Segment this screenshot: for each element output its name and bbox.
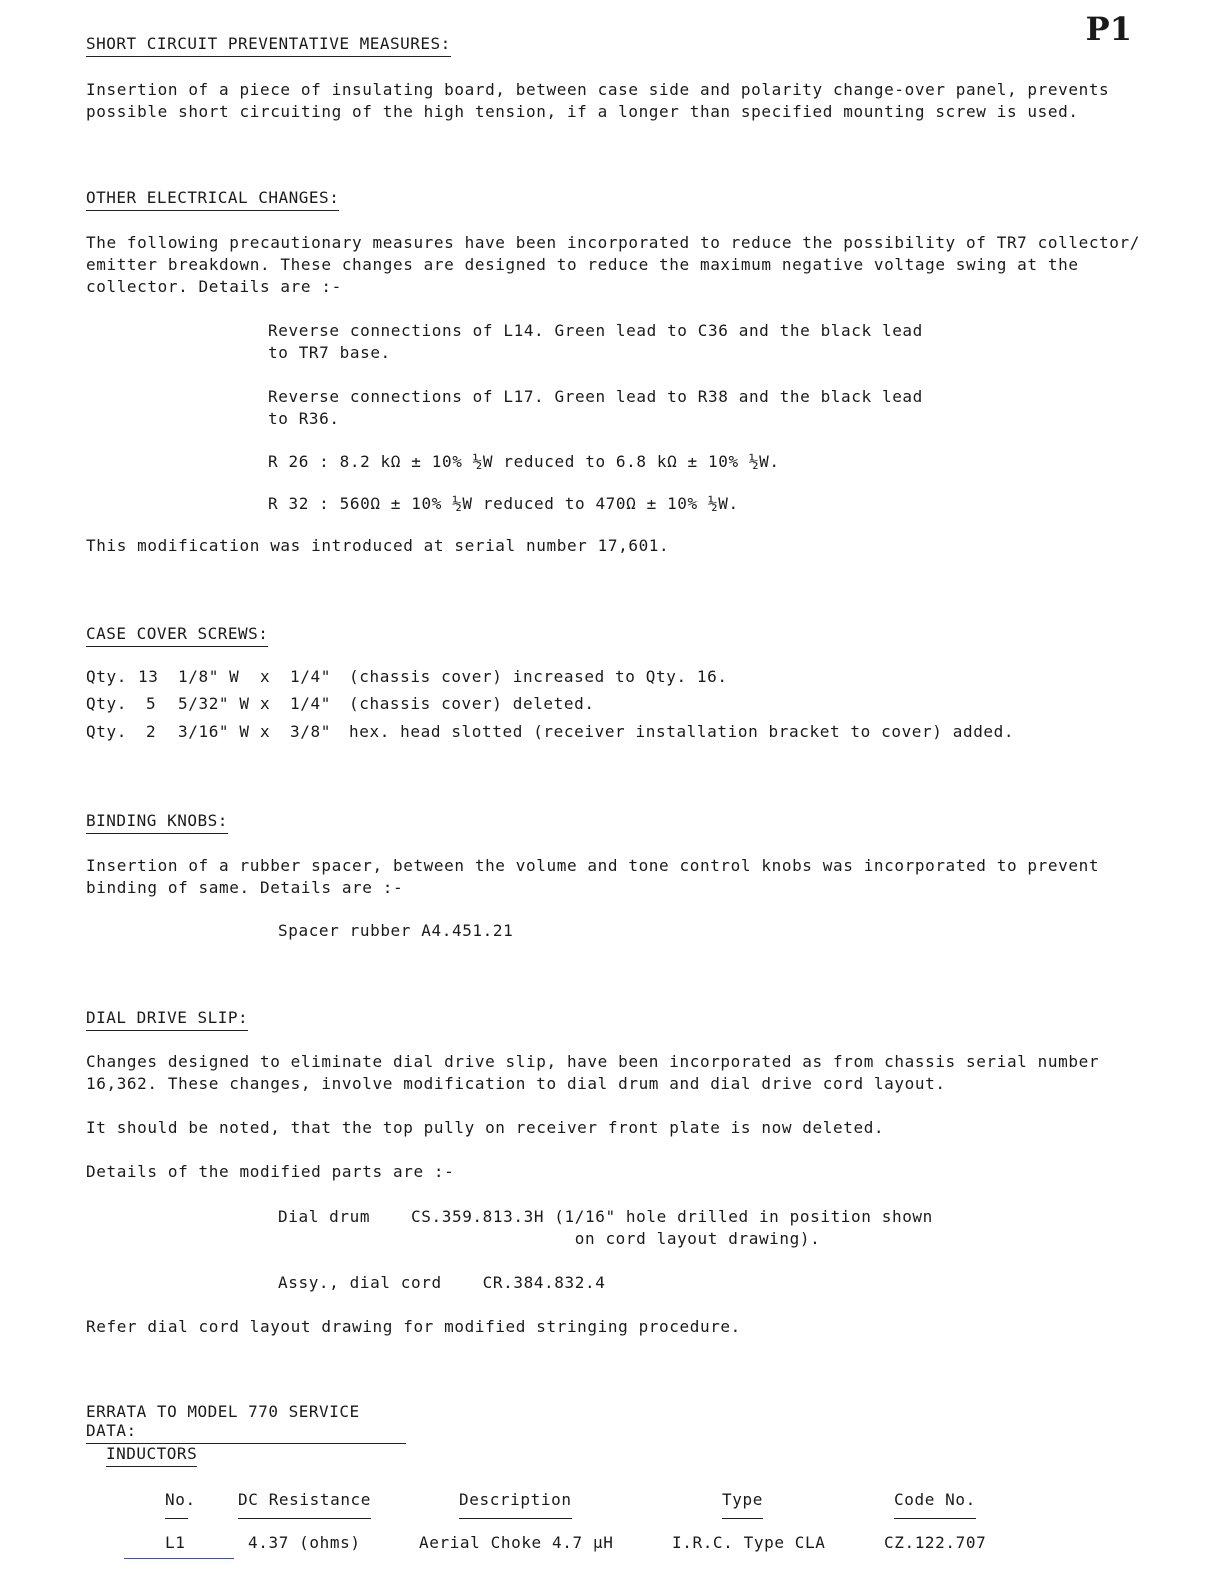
screw-length: 1/4" — [290, 667, 331, 686]
pulley-note: It should be noted, that the top pully on receiver front plate is now deleted. — [86, 1118, 885, 1137]
screw-times: x — [260, 722, 271, 741]
page-number: P1 — [1085, 10, 1132, 48]
dial-cord-part: Assy., dial cord CR.384.832.4 — [278, 1273, 606, 1292]
inductor-dc-resistance: 4.37 (ohms) — [248, 1533, 361, 1552]
inductor-type: I.R.C. Type CLA — [672, 1533, 826, 1552]
header-underline — [722, 1518, 763, 1519]
errata-heading: ERRATA TO MODEL 770 SERVICE DATA: — [86, 1402, 406, 1444]
column-header — [722, 1490, 763, 1513]
dial-body: Changes designed to eliminate dial drive slip, have been incorporated as from chassis serial number 16,362. These changes, involve modification to dial drum and dial drive cord layout. — [86, 1052, 1100, 1093]
r32-change: R 32 : 560Ω ± 10% ½W reduced to 470Ω ± 10% ½W. — [268, 494, 739, 513]
screw-size: 1/8" W — [178, 667, 240, 686]
screw-qty: 13 — [138, 667, 159, 686]
electrical-intro: The following precautionary measures have been incorporated to reduce the possibility of TR7 collector/ emitter breakdown. These changes are designed to reduce the maximum negative voltage swing at the collector. Details are :- — [86, 233, 1140, 296]
r26-change: R 26 : 8.2 kΩ ± 10% ½W reduced to 6.8 kΩ ± 10% ½W. — [268, 452, 780, 471]
screw-size: 3/16" W — [178, 722, 250, 741]
header-underline — [459, 1518, 572, 1519]
l14-change: Reverse connections of L14. Green lead to C36 and the black lead to TR7 base. — [268, 321, 923, 362]
column-header — [165, 1490, 196, 1513]
dial-heading: DIAL DRIVE SLIP: — [86, 1008, 248, 1031]
column-header — [459, 1490, 572, 1513]
electrical-heading: OTHER ELECTRICAL CHANGES: — [86, 188, 339, 211]
column-header-label: DC Resistance — [238, 1490, 372, 1509]
screw-description: hex. head slotted (receiver installation bracket to cover) added. — [349, 722, 1015, 741]
screw-description: (chassis cover) deleted. — [349, 694, 595, 713]
knobs-heading: BINDING KNOBS: — [86, 811, 228, 834]
screw-length: 3/8" — [290, 722, 331, 741]
column-header — [894, 1490, 976, 1513]
screw-qty-label: Qty. — [86, 667, 127, 686]
column-header — [238, 1490, 371, 1513]
screw-size: 5/32" W — [178, 694, 250, 713]
refer-note: Refer dial cord layout drawing for modified stringing procedure. — [86, 1317, 741, 1336]
knobs-body: Insertion of a rubber spacer, between the volume and tone control knobs was incorporated to prevent binding of same. Details are :- — [86, 856, 1100, 897]
header-underline — [238, 1518, 371, 1519]
screw-length: 1/4" — [290, 694, 331, 713]
screw-qty: 5 — [146, 694, 157, 713]
screw-qty-label: Qty. — [86, 694, 127, 713]
short-circuit-heading: SHORT CIRCUIT PREVENTATIVE MEASURES: — [86, 34, 451, 57]
row-marker-line — [124, 1558, 234, 1559]
inductors-subheading: INDUCTORS — [106, 1444, 197, 1467]
spacer-part: Spacer rubber A4.451.21 — [278, 921, 514, 940]
header-underline — [894, 1518, 976, 1519]
column-header-label: Code No. — [894, 1490, 976, 1509]
column-header-label: No. — [165, 1490, 196, 1509]
header-underline — [165, 1518, 188, 1519]
column-header-label: Type — [722, 1490, 763, 1509]
details-intro: Details of the modified parts are :- — [86, 1162, 455, 1181]
screw-qty: 2 — [146, 722, 157, 741]
short-circuit-body: Insertion of a piece of insulating board, between case side and polarity change-over panel, prevents possible short circuiting of the high tension, if a longer than specified mounting screw is used. — [86, 80, 1110, 121]
screw-times: x — [260, 694, 271, 713]
screws-heading: CASE COVER SCREWS: — [86, 624, 268, 647]
inductor-number: L1 — [165, 1533, 186, 1552]
serial-note: This modification was introduced at serial number 17,601. — [86, 536, 670, 555]
l17-change: Reverse connections of L17. Green lead to R38 and the black lead to R36. — [268, 387, 923, 428]
screw-qty-label: Qty. — [86, 722, 127, 741]
inductor-description: Aerial Choke 4.7 µH — [419, 1533, 614, 1552]
inductor-code: CZ.122.707 — [884, 1533, 987, 1552]
column-header-label: Description — [459, 1490, 572, 1509]
dial-drum-part: Dial drum CS.359.813.3H (1/16" hole drilled in position shown on cord layout drawing). — [278, 1207, 933, 1248]
screw-description: (chassis cover) increased to Qty. 16. — [349, 667, 728, 686]
screw-times: x — [260, 667, 271, 686]
